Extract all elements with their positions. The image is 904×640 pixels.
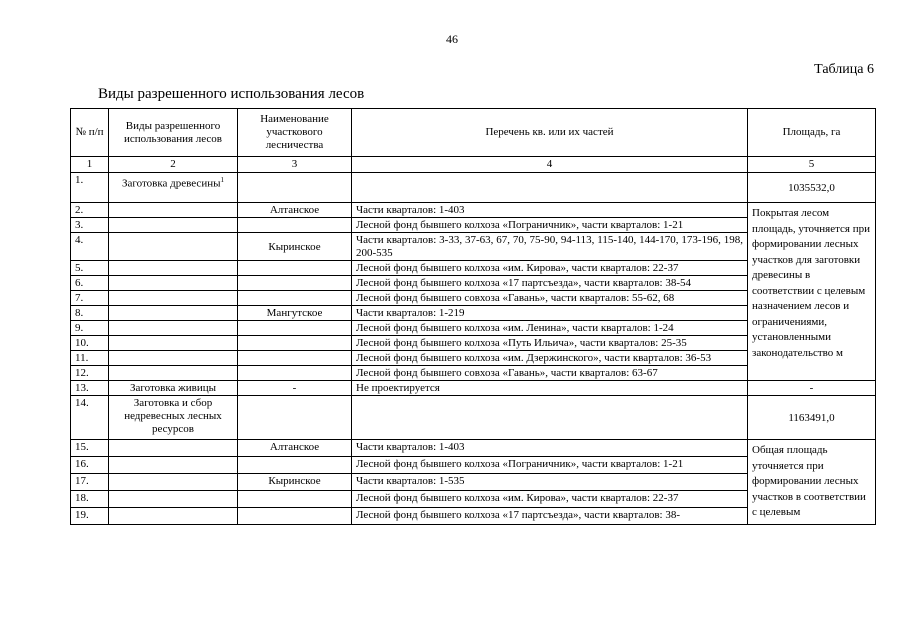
district xyxy=(238,456,352,473)
row-number: 14. xyxy=(71,396,109,440)
use-kind xyxy=(109,276,238,291)
quarter-list: Лесной фонд бывшего колхоза «17 партсъезда», части кварталов: 38-54 xyxy=(352,276,748,291)
row-number: 5. xyxy=(71,261,109,276)
column-number: 2 xyxy=(109,157,238,173)
row-number: 11. xyxy=(71,351,109,366)
header-col-5: Площадь, га xyxy=(748,109,876,157)
area-note: Покрытая лесом площадь, уточняется при формировании лесных участков для заготовки древесины в соответствии с целевым назначением лесов и ограничениями, установленными законодательство м xyxy=(748,203,876,381)
district xyxy=(238,218,352,233)
district xyxy=(238,396,352,440)
row-number: 9. xyxy=(71,321,109,336)
row-number: 17. xyxy=(71,473,109,490)
area: 1163491,0 xyxy=(748,396,876,440)
row-number: 8. xyxy=(71,306,109,321)
table-row xyxy=(71,396,876,440)
use-kind-text: Заготовка древесины xyxy=(122,177,221,190)
table-row xyxy=(71,440,876,457)
row-number: 2. xyxy=(71,203,109,218)
district: Мангутское xyxy=(238,306,352,321)
use-kind xyxy=(109,507,238,524)
quarter-list: Лесной фонд бывшего колхоза «Пограничник», части кварталов: 1-21 xyxy=(352,456,748,473)
district xyxy=(238,261,352,276)
district: - xyxy=(238,381,352,396)
area: 1035532,0 xyxy=(748,173,876,203)
footnote-marker: 1 xyxy=(220,176,224,184)
district: Алтанское xyxy=(238,203,352,218)
quarter-list: Части кварталов: 1-219 xyxy=(352,306,748,321)
use-kind: Заготовка и сбор недревесных лесных ресурсов xyxy=(109,396,238,440)
district: Алтанское xyxy=(238,440,352,457)
table-row xyxy=(71,381,876,396)
area: - xyxy=(748,381,876,396)
district xyxy=(238,490,352,507)
quarter-list: Лесной фонд бывшего совхоза «Гавань», части кварталов: 55-62, 68 xyxy=(352,291,748,306)
document-title: Виды разрешенного использования лесов xyxy=(98,86,365,102)
use-kind xyxy=(109,291,238,306)
district xyxy=(238,351,352,366)
row-number: 13. xyxy=(71,381,109,396)
quarter-list: Лесной фонд бывшего колхоза «17 партсъезда», части кварталов: 38- xyxy=(352,507,748,524)
quarter-list: Лесной фонд бывшего колхоза «им. Дзержинского», части кварталов: 36-53 xyxy=(352,351,748,366)
use-kind xyxy=(109,473,238,490)
header-col-1: № п/п xyxy=(71,109,109,157)
use-kind xyxy=(109,440,238,457)
use-kind xyxy=(109,261,238,276)
row-number: 1. xyxy=(71,173,109,203)
use-kind xyxy=(109,366,238,381)
district: Кыринское xyxy=(238,233,352,261)
use-kind xyxy=(109,351,238,366)
row-number: 6. xyxy=(71,276,109,291)
quarter-list: Лесной фонд бывшего колхоза «им. Кирова», части кварталов: 22-37 xyxy=(352,261,748,276)
use-kind xyxy=(109,203,238,218)
column-number: 4 xyxy=(352,157,748,173)
column-number-row xyxy=(71,157,876,173)
use-kind xyxy=(109,321,238,336)
quarter-list: Лесной фонд бывшего совхоза «Гавань», части кварталов: 63-67 xyxy=(352,366,748,381)
use-kind: Заготовка живицы xyxy=(109,381,238,396)
quarter-list: Лесной фонд бывшего колхоза «им. Кирова», части кварталов: 22-37 xyxy=(352,490,748,507)
table-label: Таблица 6 xyxy=(814,62,874,77)
table-row xyxy=(71,203,876,218)
row-number: 4. xyxy=(71,233,109,261)
row-number: 7. xyxy=(71,291,109,306)
use-kind xyxy=(109,218,238,233)
page-number: 46 xyxy=(446,32,458,46)
quarter-list xyxy=(352,173,748,203)
use-kind xyxy=(109,233,238,261)
header-col-3: Наименование участкового лесничества xyxy=(238,109,352,157)
district xyxy=(238,507,352,524)
quarter-list: Части кварталов: 1-535 xyxy=(352,473,748,490)
row-number: 3. xyxy=(71,218,109,233)
quarter-list: Лесной фонд бывшего колхоза «им. Ленина», части кварталов: 1-24 xyxy=(352,321,748,336)
district xyxy=(238,336,352,351)
header-row xyxy=(71,109,876,157)
use-kind xyxy=(109,456,238,473)
column-number: 5 xyxy=(748,157,876,173)
row-number: 18. xyxy=(71,490,109,507)
quarter-list: Лесной фонд бывшего колхоза «Путь Ильича», части кварталов: 25-35 xyxy=(352,336,748,351)
row-number: 15. xyxy=(71,440,109,457)
quarter-list: Части кварталов: 1-403 xyxy=(352,203,748,218)
row-number: 19. xyxy=(71,507,109,524)
land-use-table xyxy=(70,108,876,525)
quarter-list: Лесной фонд бывшего колхоза «Пограничник», части кварталов: 1-21 xyxy=(352,218,748,233)
table-row xyxy=(71,173,876,203)
header-col-2: Виды разрешенного использования лесов xyxy=(109,109,238,157)
use-kind xyxy=(109,306,238,321)
quarter-list: Части кварталов: 3-33, 37-63, 67, 70, 75-90, 94-113, 115-140, 144-170, 173-196, 198, 200-535 xyxy=(352,233,748,261)
use-kind xyxy=(109,336,238,351)
area-note: Общая площадь уточняется при формировании лесных участков в соответствии с целевым xyxy=(748,440,876,525)
row-number: 10. xyxy=(71,336,109,351)
use-kind xyxy=(109,173,238,203)
district xyxy=(238,321,352,336)
row-number: 12. xyxy=(71,366,109,381)
district: Кыринское xyxy=(238,473,352,490)
column-number: 1 xyxy=(71,157,109,173)
district xyxy=(238,291,352,306)
use-kind xyxy=(109,490,238,507)
quarter-list: Части кварталов: 1-403 xyxy=(352,440,748,457)
row-number: 16. xyxy=(71,456,109,473)
quarter-list: Не проектируется xyxy=(352,381,748,396)
district xyxy=(238,173,352,203)
column-number: 3 xyxy=(238,157,352,173)
header-col-4: Перечень кв. или их частей xyxy=(352,109,748,157)
district xyxy=(238,366,352,381)
quarter-list xyxy=(352,396,748,440)
district xyxy=(238,276,352,291)
